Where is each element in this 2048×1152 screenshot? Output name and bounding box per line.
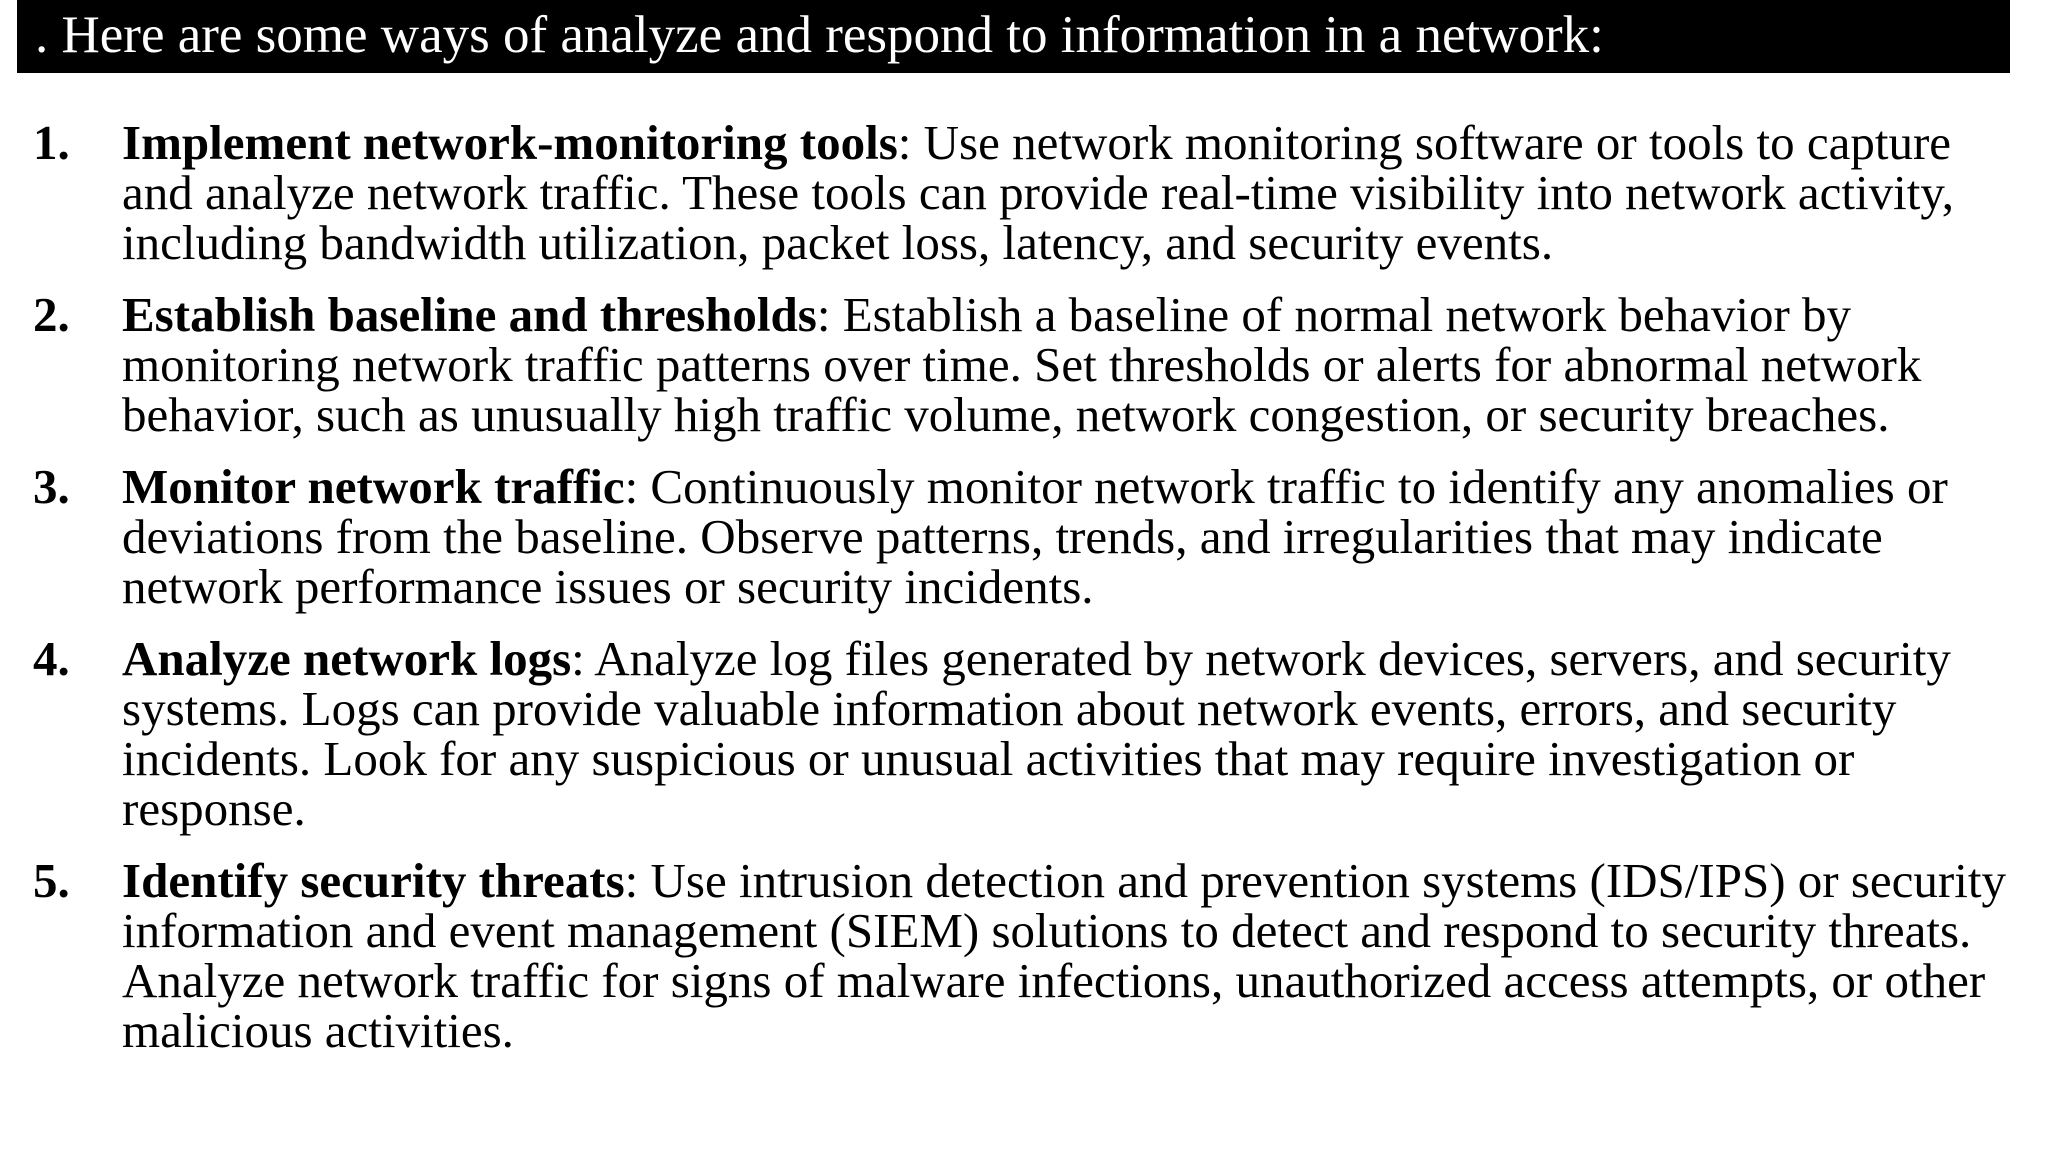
item-number: 4. [33, 631, 70, 686]
item-text: : Continuously monitor network traffic to identify any anomalies or deviations from the baseline. Observe patterns, trends, and irregularities that may indicate network performance issues or security incidents. [122, 459, 1948, 614]
list-item-4 [33, 631, 2013, 836]
item-title: Analyze network logs [122, 631, 572, 686]
item-title: Identify security threats [122, 853, 625, 908]
item-number: 2. [33, 287, 70, 342]
item-number: 3. [33, 459, 70, 514]
item-title: Establish baseline and thresholds [122, 287, 817, 342]
item-number: 5. [33, 853, 70, 908]
list-item-5 [33, 853, 2013, 1058]
item-text: : Analyze log files generated by network devices, servers, and security systems. Logs can provide valuable information about network events, errors, and security incidents. Look for any suspicious or unusual activities that may require investigation or response. [122, 631, 1951, 836]
list-item-2 [33, 287, 2013, 442]
header-title: . Here are some ways of analyze and respond to information in a network: [35, 6, 1604, 64]
item-text: : Use network monitoring software or tools to capture and analyze network traffic. These tools can provide real-time visibility into network activity, including bandwidth utilization, packet loss, latency, and security events. [122, 115, 1954, 270]
list-item-3 [33, 459, 2013, 614]
steps-list [33, 115, 2013, 1078]
item-title: Monitor network traffic [122, 459, 625, 514]
list-item-1 [33, 115, 2013, 270]
item-text: : Use intrusion detection and prevention systems (IDS/IPS) or security information and event management (SIEM) solutions to detect and respond to security threats. Analyze network traffic for signs of malware infections, unauthorized access attempts, or other malicious activities. [122, 853, 2006, 1058]
item-title: Implement network-monitoring tools [122, 115, 898, 170]
item-text: : Establish a baseline of normal network behavior by monitoring network traffic patterns over time. Set thresholds or alerts for abnormal network behavior, such as unusually high traffic volume, network congestion, or security breaches. [122, 287, 1922, 442]
item-number: 1. [33, 115, 70, 170]
header-bar [17, 0, 2010, 73]
